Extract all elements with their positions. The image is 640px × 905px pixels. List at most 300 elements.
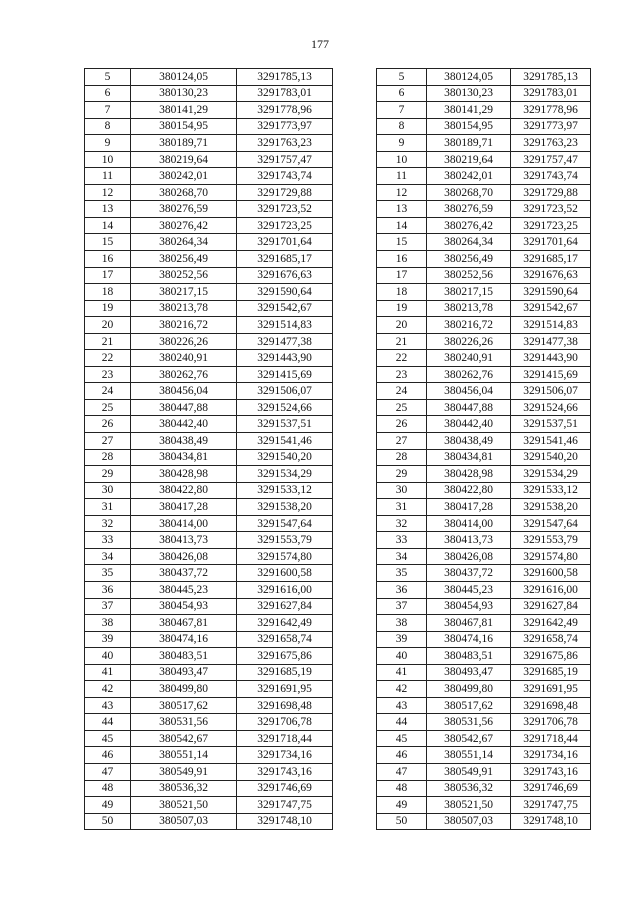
point-number-cell: 11 (85, 168, 131, 185)
point-number-cell: 7 (85, 102, 131, 119)
point-number-cell: 14 (377, 217, 427, 234)
x-coordinate-cell: 380536,32 (427, 780, 511, 797)
y-coordinate-cell: 3291723,52 (511, 201, 591, 218)
x-coordinate-cell: 380213,78 (131, 300, 237, 317)
table-row (85, 730, 333, 747)
x-coordinate-cell: 380130,23 (427, 85, 511, 102)
y-coordinate-cell: 3291506,07 (511, 383, 591, 400)
table-row (377, 267, 591, 284)
x-coordinate-cell: 380268,70 (427, 184, 511, 201)
table-row (85, 201, 333, 218)
point-number-cell: 10 (85, 151, 131, 168)
point-number-cell: 32 (377, 515, 427, 532)
page-number: 177 (311, 37, 329, 51)
table-row (377, 383, 591, 400)
y-coordinate-cell: 3291537,51 (511, 416, 591, 433)
x-coordinate-cell: 380434,81 (131, 449, 237, 466)
x-coordinate-cell: 380551,14 (131, 747, 237, 764)
y-coordinate-cell: 3291642,49 (237, 615, 333, 632)
point-number-cell: 21 (377, 333, 427, 350)
table-row (85, 383, 333, 400)
table-row (377, 168, 591, 185)
x-coordinate-cell: 380521,50 (131, 797, 237, 814)
y-coordinate-cell: 3291547,64 (237, 515, 333, 532)
point-number-cell: 8 (377, 118, 427, 135)
y-coordinate-cell: 3291415,69 (511, 366, 591, 383)
point-number-cell: 21 (85, 333, 131, 350)
y-coordinate-cell: 3291743,16 (237, 763, 333, 780)
y-coordinate-cell: 3291757,47 (237, 151, 333, 168)
x-coordinate-cell: 380445,23 (427, 581, 511, 598)
table-row (85, 598, 333, 615)
point-number-cell: 27 (377, 433, 427, 450)
table-row (85, 168, 333, 185)
y-coordinate-cell: 3291642,49 (511, 615, 591, 632)
table-row (377, 201, 591, 218)
table-row (85, 482, 333, 499)
point-number-cell: 18 (377, 284, 427, 301)
point-number-cell: 9 (85, 135, 131, 152)
point-number-cell: 32 (85, 515, 131, 532)
y-coordinate-cell: 3291729,88 (237, 184, 333, 201)
y-coordinate-cell: 3291534,29 (511, 466, 591, 483)
y-coordinate-cell: 3291763,23 (511, 135, 591, 152)
point-number-cell: 24 (377, 383, 427, 400)
x-coordinate-cell: 380499,80 (131, 681, 237, 698)
table-row (85, 532, 333, 549)
x-coordinate-cell: 380434,81 (427, 449, 511, 466)
table-row (85, 102, 333, 119)
y-coordinate-cell: 3291616,00 (237, 581, 333, 598)
point-number-cell: 35 (85, 565, 131, 582)
y-coordinate-cell: 3291590,64 (237, 284, 333, 301)
x-coordinate-cell: 380219,64 (427, 151, 511, 168)
point-number-cell: 42 (377, 681, 427, 698)
table-row (85, 135, 333, 152)
y-coordinate-cell: 3291540,20 (511, 449, 591, 466)
x-coordinate-cell: 380474,16 (427, 631, 511, 648)
y-coordinate-cell: 3291748,10 (237, 813, 333, 830)
y-coordinate-cell: 3291658,74 (237, 631, 333, 648)
y-coordinate-cell: 3291627,84 (511, 598, 591, 615)
point-number-cell: 22 (377, 350, 427, 367)
x-coordinate-cell: 380445,23 (131, 581, 237, 598)
y-coordinate-cell: 3291524,66 (511, 399, 591, 416)
x-coordinate-cell: 380428,98 (427, 466, 511, 483)
x-coordinate-cell: 380264,34 (427, 234, 511, 251)
x-coordinate-cell: 380154,95 (427, 118, 511, 135)
x-coordinate-cell: 380483,51 (427, 648, 511, 665)
y-coordinate-cell: 3291747,75 (511, 797, 591, 814)
x-coordinate-cell: 380447,88 (427, 399, 511, 416)
point-number-cell: 15 (85, 234, 131, 251)
table-row (377, 284, 591, 301)
table-row (377, 813, 591, 830)
table-row (377, 615, 591, 632)
x-coordinate-cell: 380262,76 (131, 366, 237, 383)
table-row (85, 631, 333, 648)
x-coordinate-cell: 380454,93 (131, 598, 237, 615)
table-row (377, 681, 591, 698)
table-row (377, 730, 591, 747)
x-coordinate-cell: 380141,29 (427, 102, 511, 119)
table-row (85, 763, 333, 780)
x-coordinate-cell: 380428,98 (131, 466, 237, 483)
x-coordinate-cell: 380130,23 (131, 85, 237, 102)
x-coordinate-cell: 380499,80 (427, 681, 511, 698)
x-coordinate-cell: 380531,56 (131, 714, 237, 731)
point-number-cell: 42 (85, 681, 131, 698)
point-number-cell: 26 (85, 416, 131, 433)
x-coordinate-cell: 380483,51 (131, 648, 237, 665)
table-row (85, 333, 333, 350)
point-number-cell: 33 (85, 532, 131, 549)
y-coordinate-cell: 3291783,01 (511, 85, 591, 102)
x-coordinate-cell: 380536,32 (131, 780, 237, 797)
y-coordinate-cell: 3291540,20 (237, 449, 333, 466)
table-row (85, 466, 333, 483)
x-coordinate-cell: 380252,56 (131, 267, 237, 284)
point-number-cell: 28 (377, 449, 427, 466)
table-row (377, 714, 591, 731)
table-row (377, 747, 591, 764)
point-number-cell: 5 (377, 69, 427, 86)
y-coordinate-cell: 3291542,67 (237, 300, 333, 317)
y-coordinate-cell: 3291778,96 (511, 102, 591, 119)
point-number-cell: 45 (85, 730, 131, 747)
table-row (85, 366, 333, 383)
table-row (85, 350, 333, 367)
table-row (85, 300, 333, 317)
table-row (85, 449, 333, 466)
table-row (377, 482, 591, 499)
x-coordinate-cell: 380467,81 (131, 615, 237, 632)
table-row (85, 317, 333, 334)
point-number-cell: 47 (377, 763, 427, 780)
point-number-cell: 28 (85, 449, 131, 466)
table-row (377, 466, 591, 483)
table-row (85, 251, 333, 268)
table-row (377, 664, 591, 681)
y-coordinate-cell: 3291701,64 (511, 234, 591, 251)
x-coordinate-cell: 380438,49 (427, 433, 511, 450)
point-number-cell: 15 (377, 234, 427, 251)
table-row (377, 399, 591, 416)
table-row (377, 763, 591, 780)
y-coordinate-cell: 3291600,58 (237, 565, 333, 582)
point-number-cell: 39 (85, 631, 131, 648)
table-row (377, 366, 591, 383)
x-coordinate-cell: 380521,50 (427, 797, 511, 814)
y-coordinate-cell: 3291534,29 (237, 466, 333, 483)
point-number-cell: 20 (377, 317, 427, 334)
coordinates-table-right (376, 68, 591, 830)
point-number-cell: 36 (377, 581, 427, 598)
point-number-cell: 48 (377, 780, 427, 797)
x-coordinate-cell: 380141,29 (131, 102, 237, 119)
point-number-cell: 20 (85, 317, 131, 334)
point-number-cell: 40 (377, 648, 427, 665)
y-coordinate-cell: 3291698,48 (237, 697, 333, 714)
x-coordinate-cell: 380189,71 (131, 135, 237, 152)
point-number-cell: 50 (85, 813, 131, 830)
table-row (377, 797, 591, 814)
table-row (85, 615, 333, 632)
x-coordinate-cell: 380414,00 (131, 515, 237, 532)
x-coordinate-cell: 380124,05 (131, 69, 237, 86)
x-coordinate-cell: 380517,62 (131, 697, 237, 714)
table-row (85, 85, 333, 102)
point-number-cell: 45 (377, 730, 427, 747)
y-coordinate-cell: 3291541,46 (511, 433, 591, 450)
table-row (377, 598, 591, 615)
point-number-cell: 7 (377, 102, 427, 119)
x-coordinate-cell: 380413,73 (427, 532, 511, 549)
table-row (377, 333, 591, 350)
table-row (377, 251, 591, 268)
x-coordinate-cell: 380256,49 (131, 251, 237, 268)
y-coordinate-cell: 3291743,74 (237, 168, 333, 185)
y-coordinate-cell: 3291553,79 (511, 532, 591, 549)
y-coordinate-cell: 3291785,13 (237, 69, 333, 86)
coordinates-table-body (85, 69, 333, 830)
coordinates-table-body (377, 69, 591, 830)
point-number-cell: 11 (377, 168, 427, 185)
y-coordinate-cell: 3291477,38 (511, 333, 591, 350)
y-coordinate-cell: 3291723,25 (511, 217, 591, 234)
point-number-cell: 31 (85, 499, 131, 516)
table-row (377, 416, 591, 433)
table-row (85, 515, 333, 532)
point-number-cell: 18 (85, 284, 131, 301)
y-coordinate-cell: 3291600,58 (511, 565, 591, 582)
point-number-cell: 30 (85, 482, 131, 499)
point-number-cell: 29 (377, 466, 427, 483)
x-coordinate-cell: 380276,42 (131, 217, 237, 234)
y-coordinate-cell: 3291542,67 (511, 300, 591, 317)
x-coordinate-cell: 380219,64 (131, 151, 237, 168)
point-number-cell: 46 (85, 747, 131, 764)
y-coordinate-cell: 3291541,46 (237, 433, 333, 450)
point-number-cell: 47 (85, 763, 131, 780)
y-coordinate-cell: 3291706,78 (237, 714, 333, 731)
table-row (85, 664, 333, 681)
point-number-cell: 29 (85, 466, 131, 483)
x-coordinate-cell: 380417,28 (131, 499, 237, 516)
table-row (377, 118, 591, 135)
y-coordinate-cell: 3291785,13 (511, 69, 591, 86)
y-coordinate-cell: 3291547,64 (511, 515, 591, 532)
point-number-cell: 49 (377, 797, 427, 814)
point-number-cell: 14 (85, 217, 131, 234)
point-number-cell: 33 (377, 532, 427, 549)
x-coordinate-cell: 380422,80 (131, 482, 237, 499)
y-coordinate-cell: 3291747,75 (237, 797, 333, 814)
x-coordinate-cell: 380189,71 (427, 135, 511, 152)
y-coordinate-cell: 3291743,16 (511, 763, 591, 780)
y-coordinate-cell: 3291538,20 (511, 499, 591, 516)
point-number-cell: 6 (85, 85, 131, 102)
point-number-cell: 30 (377, 482, 427, 499)
y-coordinate-cell: 3291553,79 (237, 532, 333, 549)
y-coordinate-cell: 3291778,96 (237, 102, 333, 119)
table-row (85, 565, 333, 582)
table-row (85, 151, 333, 168)
table-row (377, 85, 591, 102)
x-coordinate-cell: 380417,28 (427, 499, 511, 516)
point-number-cell: 24 (85, 383, 131, 400)
point-number-cell: 9 (377, 135, 427, 152)
x-coordinate-cell: 380531,56 (427, 714, 511, 731)
x-coordinate-cell: 380154,95 (131, 118, 237, 135)
point-number-cell: 26 (377, 416, 427, 433)
x-coordinate-cell: 380217,15 (131, 284, 237, 301)
table-row (85, 813, 333, 830)
point-number-cell: 46 (377, 747, 427, 764)
table-row (377, 217, 591, 234)
x-coordinate-cell: 380217,15 (427, 284, 511, 301)
x-coordinate-cell: 380264,34 (131, 234, 237, 251)
y-coordinate-cell: 3291773,97 (511, 118, 591, 135)
table-row (85, 797, 333, 814)
y-coordinate-cell: 3291685,19 (511, 664, 591, 681)
point-number-cell: 16 (85, 251, 131, 268)
point-number-cell: 44 (85, 714, 131, 731)
point-number-cell: 35 (377, 565, 427, 582)
x-coordinate-cell: 380493,47 (427, 664, 511, 681)
y-coordinate-cell: 3291691,95 (511, 681, 591, 698)
y-coordinate-cell: 3291415,69 (237, 366, 333, 383)
table-row (377, 151, 591, 168)
table-row (377, 581, 591, 598)
table-row (377, 780, 591, 797)
point-number-cell: 31 (377, 499, 427, 516)
y-coordinate-cell: 3291757,47 (511, 151, 591, 168)
x-coordinate-cell: 380252,56 (427, 267, 511, 284)
table-row (85, 747, 333, 764)
y-coordinate-cell: 3291533,12 (237, 482, 333, 499)
point-number-cell: 27 (85, 433, 131, 450)
table-row (85, 581, 333, 598)
x-coordinate-cell: 380549,91 (131, 763, 237, 780)
point-number-cell: 25 (377, 399, 427, 416)
table-row (377, 648, 591, 665)
point-number-cell: 23 (85, 366, 131, 383)
x-coordinate-cell: 380447,88 (131, 399, 237, 416)
x-coordinate-cell: 380426,08 (131, 548, 237, 565)
x-coordinate-cell: 380454,93 (427, 598, 511, 615)
x-coordinate-cell: 380276,59 (131, 201, 237, 218)
y-coordinate-cell: 3291574,80 (237, 548, 333, 565)
y-coordinate-cell: 3291743,74 (511, 168, 591, 185)
point-number-cell: 19 (377, 300, 427, 317)
point-number-cell: 12 (377, 184, 427, 201)
y-coordinate-cell: 3291748,10 (511, 813, 591, 830)
table-row (377, 433, 591, 450)
table-row (85, 217, 333, 234)
y-coordinate-cell: 3291685,19 (237, 664, 333, 681)
point-number-cell: 49 (85, 797, 131, 814)
x-coordinate-cell: 380507,03 (131, 813, 237, 830)
y-coordinate-cell: 3291783,01 (237, 85, 333, 102)
x-coordinate-cell: 380414,00 (427, 515, 511, 532)
table-row (85, 714, 333, 731)
point-number-cell: 23 (377, 366, 427, 383)
y-coordinate-cell: 3291691,95 (237, 681, 333, 698)
point-number-cell: 37 (85, 598, 131, 615)
x-coordinate-cell: 380442,40 (131, 416, 237, 433)
y-coordinate-cell: 3291676,63 (237, 267, 333, 284)
y-coordinate-cell: 3291514,83 (511, 317, 591, 334)
x-coordinate-cell: 380467,81 (427, 615, 511, 632)
y-coordinate-cell: 3291477,38 (237, 333, 333, 350)
y-coordinate-cell: 3291701,64 (237, 234, 333, 251)
y-coordinate-cell: 3291685,17 (237, 251, 333, 268)
point-number-cell: 10 (377, 151, 427, 168)
y-coordinate-cell: 3291763,23 (237, 135, 333, 152)
point-number-cell: 41 (85, 664, 131, 681)
y-coordinate-cell: 3291443,90 (237, 350, 333, 367)
table-row (377, 532, 591, 549)
x-coordinate-cell: 380542,67 (131, 730, 237, 747)
x-coordinate-cell: 380216,72 (131, 317, 237, 334)
table-row (377, 565, 591, 582)
point-number-cell: 36 (85, 581, 131, 598)
table-row (85, 697, 333, 714)
y-coordinate-cell: 3291706,78 (511, 714, 591, 731)
table-row (85, 780, 333, 797)
point-number-cell: 34 (85, 548, 131, 565)
x-coordinate-cell: 380474,16 (131, 631, 237, 648)
table-row (85, 433, 333, 450)
table-row (377, 184, 591, 201)
x-coordinate-cell: 380442,40 (427, 416, 511, 433)
x-coordinate-cell: 380507,03 (427, 813, 511, 830)
y-coordinate-cell: 3291524,66 (237, 399, 333, 416)
y-coordinate-cell: 3291734,16 (237, 747, 333, 764)
y-coordinate-cell: 3291685,17 (511, 251, 591, 268)
y-coordinate-cell: 3291590,64 (511, 284, 591, 301)
point-number-cell: 25 (85, 399, 131, 416)
point-number-cell: 16 (377, 251, 427, 268)
table-row (85, 499, 333, 516)
y-coordinate-cell: 3291729,88 (511, 184, 591, 201)
point-number-cell: 17 (377, 267, 427, 284)
point-number-cell: 48 (85, 780, 131, 797)
x-coordinate-cell: 380240,91 (427, 350, 511, 367)
table-row (85, 416, 333, 433)
table-row (377, 515, 591, 532)
x-coordinate-cell: 380256,49 (427, 251, 511, 268)
y-coordinate-cell: 3291514,83 (237, 317, 333, 334)
point-number-cell: 41 (377, 664, 427, 681)
y-coordinate-cell: 3291718,44 (511, 730, 591, 747)
table-row (377, 300, 591, 317)
point-number-cell: 8 (85, 118, 131, 135)
x-coordinate-cell: 380242,01 (427, 168, 511, 185)
x-coordinate-cell: 380242,01 (131, 168, 237, 185)
y-coordinate-cell: 3291537,51 (237, 416, 333, 433)
table-row (85, 118, 333, 135)
table-row (377, 135, 591, 152)
x-coordinate-cell: 380226,26 (427, 333, 511, 350)
y-coordinate-cell: 3291627,84 (237, 598, 333, 615)
y-coordinate-cell: 3291734,16 (511, 747, 591, 764)
x-coordinate-cell: 380456,04 (131, 383, 237, 400)
point-number-cell: 50 (377, 813, 427, 830)
y-coordinate-cell: 3291675,86 (511, 648, 591, 665)
x-coordinate-cell: 380213,78 (427, 300, 511, 317)
